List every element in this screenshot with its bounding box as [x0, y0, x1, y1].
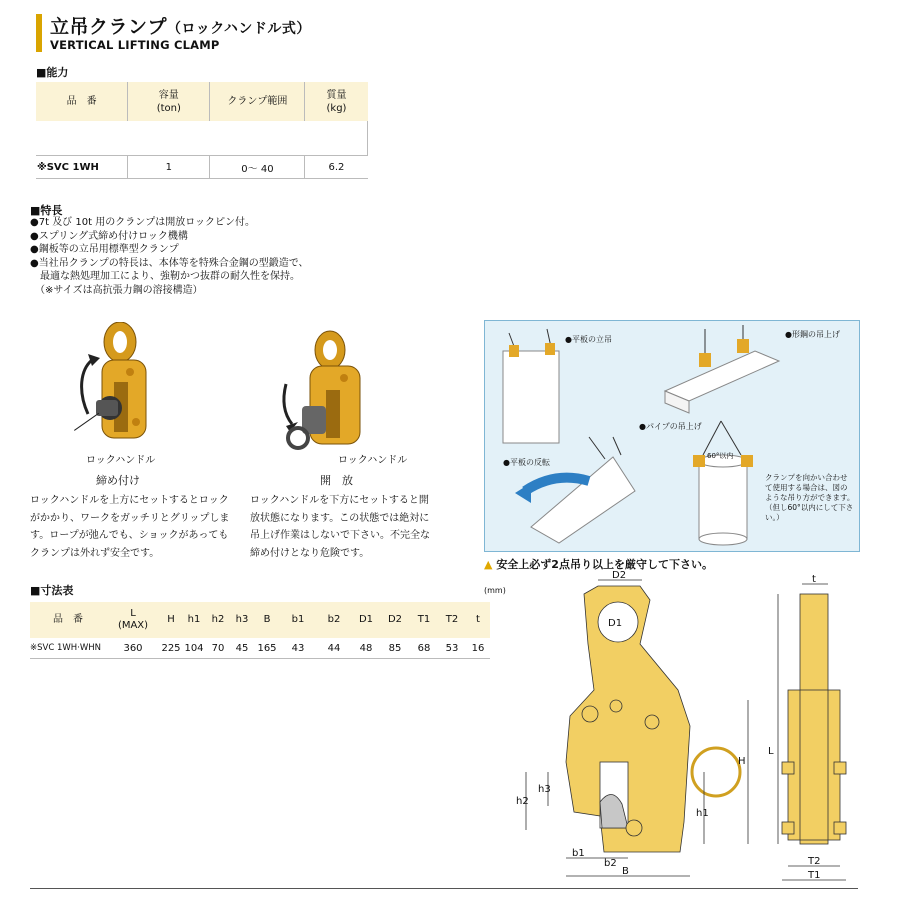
unit-label: (mm) [484, 586, 506, 595]
header-L: L (MAX) [106, 602, 160, 638]
list-item: ●7t 及び 10t 用のクランプは開放ロックピン付。 [30, 217, 255, 228]
dim-label-D2: D2 [612, 570, 627, 581]
safety-warning: ▲ 安全上必ず2点吊り以上を厳守して下さい。 [484, 558, 713, 571]
dim-label-h1: h1 [696, 808, 709, 819]
cell-b1: 43 [280, 638, 316, 659]
header-t: t [466, 602, 490, 638]
header-h1: h1 [182, 602, 206, 638]
cell-capacity: 1 [128, 156, 210, 179]
header-range: クランプ範囲 [210, 82, 305, 121]
list-item: 最適な熱処理加工により、強靭かつ抜群の耐久性を保持。 [30, 271, 300, 282]
capacity-table [36, 82, 368, 179]
header-D2: D2 [380, 602, 410, 638]
usage-label-pipe: ●パイプの吊上げ [639, 422, 702, 431]
angle-label: 60°以内 [707, 452, 734, 460]
dim-label-h2: h2 [516, 796, 529, 807]
lock-description: ロックハンドルを上方にセットするとロック がかかり、ワークをガッチリとグリップしま す。ロープが弛んでも、ショックがあっても クランプは外れず安全です。 [30, 495, 230, 559]
cell-h1: 104 [182, 638, 206, 659]
features-section-title: ■特長 [30, 204, 63, 217]
title-accent-bar [36, 14, 42, 52]
lock-handle-label: ロックハンドル [338, 455, 408, 466]
cell-range: 0～ 40 [210, 156, 305, 179]
header-model: 品 番 [30, 602, 106, 638]
header-b1: b1 [280, 602, 316, 638]
dim-label-t: t [812, 574, 816, 585]
usage-panel [484, 320, 860, 552]
cell-T1: 68 [410, 638, 438, 659]
warning-icon: ▲ [484, 558, 493, 571]
table-row [36, 156, 368, 179]
dimensions-header-row [30, 602, 490, 638]
cell-H: 225 [160, 638, 182, 659]
header-h2: h2 [206, 602, 230, 638]
header-model: 品 番 [36, 82, 128, 121]
usage-label-flat-flip: ●平板の反転 [503, 458, 550, 467]
cell-model: ※SVC 1WH [36, 156, 128, 179]
header-T1: T1 [410, 602, 438, 638]
bottom-divider [30, 888, 858, 889]
clamp-locked-image [70, 322, 180, 452]
dimensions-section-title: ■寸法表 [30, 584, 74, 597]
cell-D2: 85 [380, 638, 410, 659]
lock-caption: 締め付け [96, 474, 140, 487]
header-D1: D1 [352, 602, 380, 638]
header-b2: b2 [316, 602, 352, 638]
header-mass: 質量 (kg) [305, 82, 368, 121]
open-caption: 開 放 [320, 474, 353, 487]
header-B: B [254, 602, 280, 638]
capacity-section-title: ■能力 [36, 66, 69, 79]
clamp-open-image [272, 330, 382, 460]
usage-label-flat-vertical: ●平板の立吊 [565, 335, 612, 344]
page-subtitle: VERTICAL LIFTING CLAMP [50, 38, 220, 52]
page-title: 立吊クランプ（ロックハンドル式） [50, 16, 311, 38]
cell-model: ※SVC 1WH·WHN [30, 638, 106, 659]
cell-mass: 6.2 [305, 156, 368, 179]
dim-label-b2: b2 [604, 858, 617, 869]
cell-b2: 44 [316, 638, 352, 659]
dim-label-b1: b1 [572, 848, 585, 859]
list-item: （※サイズは高抗張力鋼の溶接構造） [30, 284, 203, 296]
dim-label-h3: h3 [538, 784, 551, 795]
clamp-technical-drawing [512, 566, 862, 886]
dim-label-L: L [768, 746, 774, 757]
open-description: ロックハンドルを下方にセットすると開 放状態になります。この状態では絶対に 吊上げ作業はしないで下さい。不完全な 締め付けとなり危険です。 [250, 495, 430, 559]
capacity-header-row [36, 82, 368, 121]
cell-T2: 53 [438, 638, 466, 659]
table-row [30, 638, 490, 659]
list-item: ●スプリング式締め付けロック機構 [30, 230, 188, 242]
cell-h3: 45 [230, 638, 254, 659]
dim-label-T1: T1 [808, 870, 821, 881]
header-capacity: 容量 (ton) [128, 82, 210, 121]
cell-h2: 70 [206, 638, 230, 659]
dimensions-table [30, 602, 490, 659]
list-item: ●当社吊クランプの特長は、本体等を特殊合金鋼の型鍛造で、 [30, 257, 309, 269]
cell-L: 360 [106, 638, 160, 659]
dim-label-B: B [622, 866, 629, 877]
cell-B: 165 [254, 638, 280, 659]
dim-label-D1: D1 [608, 618, 623, 629]
header-T2: T2 [438, 602, 466, 638]
list-item: ●鋼板等の立吊用標準型クランプ [30, 244, 179, 255]
usage-note: クランプを向かい合わせ て使用する場合は、図の ような吊り方ができます。 （但し60°以内にして下さ い。） [765, 473, 855, 522]
dim-label-H: H [738, 756, 746, 767]
dim-label-T2: T2 [808, 856, 821, 867]
usage-label-shape-steel: ●形鋼の吊上げ [785, 330, 840, 339]
header-H: H [160, 602, 182, 638]
features-list [30, 216, 309, 297]
header-h3: h3 [230, 602, 254, 638]
cell-D1: 48 [352, 638, 380, 659]
cell-t: 16 [466, 638, 490, 659]
lock-handle-label: ロックハンドル [86, 455, 156, 466]
